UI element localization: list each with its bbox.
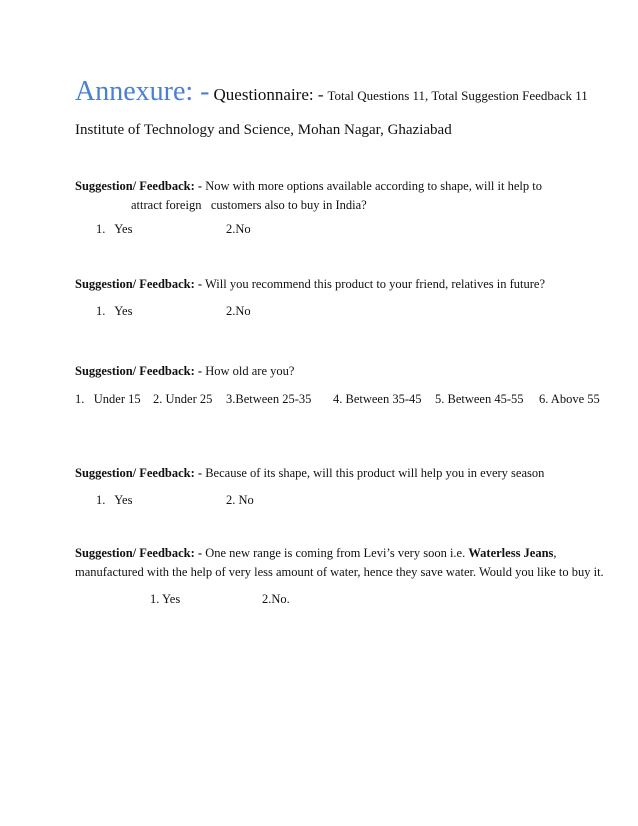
question-2-text: Will you recommend this product to your friend, relatives in future?: [205, 277, 546, 291]
feedback-label: Suggestion/ Feedback: -: [75, 466, 203, 480]
option-yes: 1. Yes: [96, 222, 133, 236]
age-option-2: 2. Under 25: [153, 392, 213, 406]
product-name: Waterless Jeans: [468, 546, 554, 560]
question-3: [75, 364, 294, 379]
question-5-text-cont: manufactured with the help of very less amount of water, hence they save water. Would you like to buy it.: [75, 565, 604, 579]
question-5-comma: ,: [553, 546, 557, 560]
option-no: 2. No: [226, 493, 254, 507]
option-no: 2.No: [226, 304, 251, 318]
option-no: 2.No: [226, 222, 251, 236]
question-4-text: Because of its shape, will this product will help you in every season: [205, 466, 545, 480]
feedback-label: Suggestion/ Feedback: -: [75, 179, 203, 193]
question-4: [75, 466, 544, 481]
age-option-4: 4. Between 35-45: [333, 392, 422, 406]
question-1-text: Now with more options available according to shape, will it help to: [205, 179, 542, 193]
age-option-1: 1. Under 15: [75, 392, 141, 406]
age-option-3: 3.Between 25-35: [226, 392, 312, 406]
option-no: 2.No.: [262, 592, 290, 606]
feedback-label: Suggestion/ Feedback: -: [75, 364, 203, 378]
institute-name: Institute of Technology and Science, Mohan Nagar, Ghaziabad: [75, 122, 452, 138]
totals-text: Total Questions 11, Total Suggestion Feedback 11: [327, 88, 588, 103]
option-yes: 1. Yes: [96, 493, 133, 507]
question-1-text-cont: attract foreign customers also to buy in India?: [131, 198, 367, 212]
question-1: [75, 179, 542, 194]
question-5: [75, 546, 557, 561]
feedback-label: Suggestion/ Feedback: -: [75, 546, 203, 560]
age-option-6: 6. Above 55: [539, 392, 600, 406]
questionnaire-title: Questionnaire: -: [213, 85, 324, 104]
question-3-text: How old are you?: [205, 364, 295, 378]
age-option-5: 5. Between 45-55: [435, 392, 524, 406]
question-2: [75, 277, 545, 292]
option-yes: 1. Yes: [96, 304, 133, 318]
page-header: [75, 76, 588, 108]
feedback-label: Suggestion/ Feedback: -: [75, 277, 203, 291]
annexure-title: Annexure: -: [75, 76, 210, 107]
question-5-text: One new range is coming from Levi’s very soon i.e.: [205, 546, 469, 560]
option-yes: 1. Yes: [150, 592, 181, 606]
